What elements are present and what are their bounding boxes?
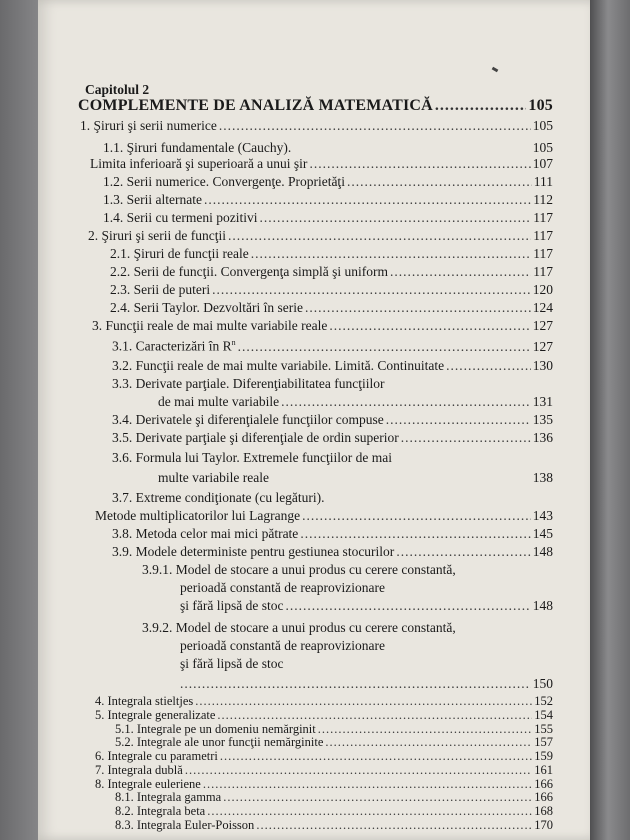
toc-entry: 8.2. Integrala beta ..... 168 (115, 804, 553, 819)
toc-entry: Limita inferioară şi superioară a unui şir ..... 107 (90, 156, 553, 172)
toc-entry: 8. Integrale euleriene ..... 166 (95, 777, 553, 792)
toc-entry: 1.2. Serii numerice. Convergenţe. Proprietăţi ..... 111 (103, 174, 553, 190)
toc-entry: de mai multe variabile ..... 131 (158, 394, 553, 410)
toc-entry: 3.1. Caracterizări în $R^n$ ..... 127 (112, 338, 553, 355)
toc-entry: 3.5. Derivate parţiale şi diferenţiale de ordin superior ..... 136 (112, 430, 553, 446)
toc-entry: 3.8. Metoda celor mai mici pătrate ..... 145 (112, 526, 553, 542)
toc-entry: Metode multiplicatorilor lui Lagrange ..... 143 (95, 508, 553, 524)
toc-entry: 2.1. Şiruri de funcţii reale ..... 117 (110, 246, 553, 262)
toc-entry: 5.2. Integrale ale unor funcţii nemărginite ..... 157 (115, 735, 553, 750)
toc-entry: 7. Integrala dublă ..... 161 (95, 763, 553, 778)
toc-entry: 5.1. Integrale pe un domeniu nemărginit ..... 155 (115, 722, 553, 737)
toc-entry: 6. Integrale cu parametri ..... 159 (95, 749, 553, 764)
toc-entry: 2. Şiruri şi serii de funcţii ..... 117 (88, 228, 553, 244)
toc-entry-line: perioadă constantă de reaprovizionare (180, 638, 386, 653)
toc-entry-line: 3.9.1. Model de stocare a unui produs cu cerere constantă, (142, 562, 456, 577)
chapter-label: Capitolul 2 (85, 82, 150, 97)
book-spine (590, 0, 630, 840)
toc-entry: 8.3. Integrala Euler-Poisson ..... 170 (115, 818, 553, 833)
toc-entry: 3.4. Derivatele şi diferenţialele funcţiilor compuse ..... 135 (112, 412, 553, 428)
toc-entry: 3.2. Funcţii reale de mai multe variabile. Limită. Continuitate ..... 130 (112, 358, 553, 374)
toc-entry-line: şi fără lipsă de stoc (180, 656, 284, 671)
toc-entry: 1. Şiruri şi serii numerice ..... 105 (80, 118, 553, 134)
toc-entry: 2.4. Serii Taylor. Dezvoltări în serie ..... 124 (110, 300, 553, 316)
toc-entry: 1.4. Serii cu termeni pozitivi ..... 117 (103, 210, 553, 226)
toc-entry-line: 3.6. Formula lui Taylor. Extremele funcţiilor de mai (112, 450, 392, 465)
toc-entry: 2.2. Serii de funcţii. Convergenţa simplă şi uniform ..... 117 (110, 264, 553, 280)
toc-entry: 3. Funcţii reale de mai multe variabile reale ..... 127 (92, 318, 553, 334)
toc-entry: 8.1. Integrala gamma ..... 166 (115, 790, 553, 805)
toc-entry-chapter-title: COMPLEMENTE DE ANALIZĂ MATEMATICĂ ..... 105 (78, 97, 553, 115)
toc-entry: 2.3. Serii de puteri ..... 120 (110, 282, 553, 298)
toc-entry-line: 3.7. Extreme condiţionate (cu legături). (112, 490, 325, 505)
toc-entry: 1.3. Serii alternate ..... 112 (103, 192, 553, 208)
toc-entry: 1.1. Şiruri fundamentale (Cauchy). 105 (103, 140, 553, 155)
toc-entry-line: 3.3. Derivate parţiale. Diferenţiabilitatea funcţiilor (112, 376, 385, 391)
toc-entry-line: perioadă constantă de reaprovizionare (180, 580, 386, 595)
toc-entry: ..... 150 (180, 676, 553, 692)
toc-entry-line: 3.9.2. Model de stocare a unui produs cu cerere constantă, (142, 620, 456, 635)
toc-entry: 5. Integrale generalizate ..... 154 (95, 708, 553, 723)
toc-entry: 3.9. Modele deterministe pentru gestiunea stocurilor ..... 148 (112, 544, 553, 560)
toc-entry: şi fără lipsă de stoc ..... 148 (180, 598, 553, 614)
toc-entry: 4. Integrala stieltjes ..... 152 (95, 694, 553, 709)
background-left (0, 0, 38, 840)
toc-entry: multe variabile reale 138 (158, 470, 553, 485)
